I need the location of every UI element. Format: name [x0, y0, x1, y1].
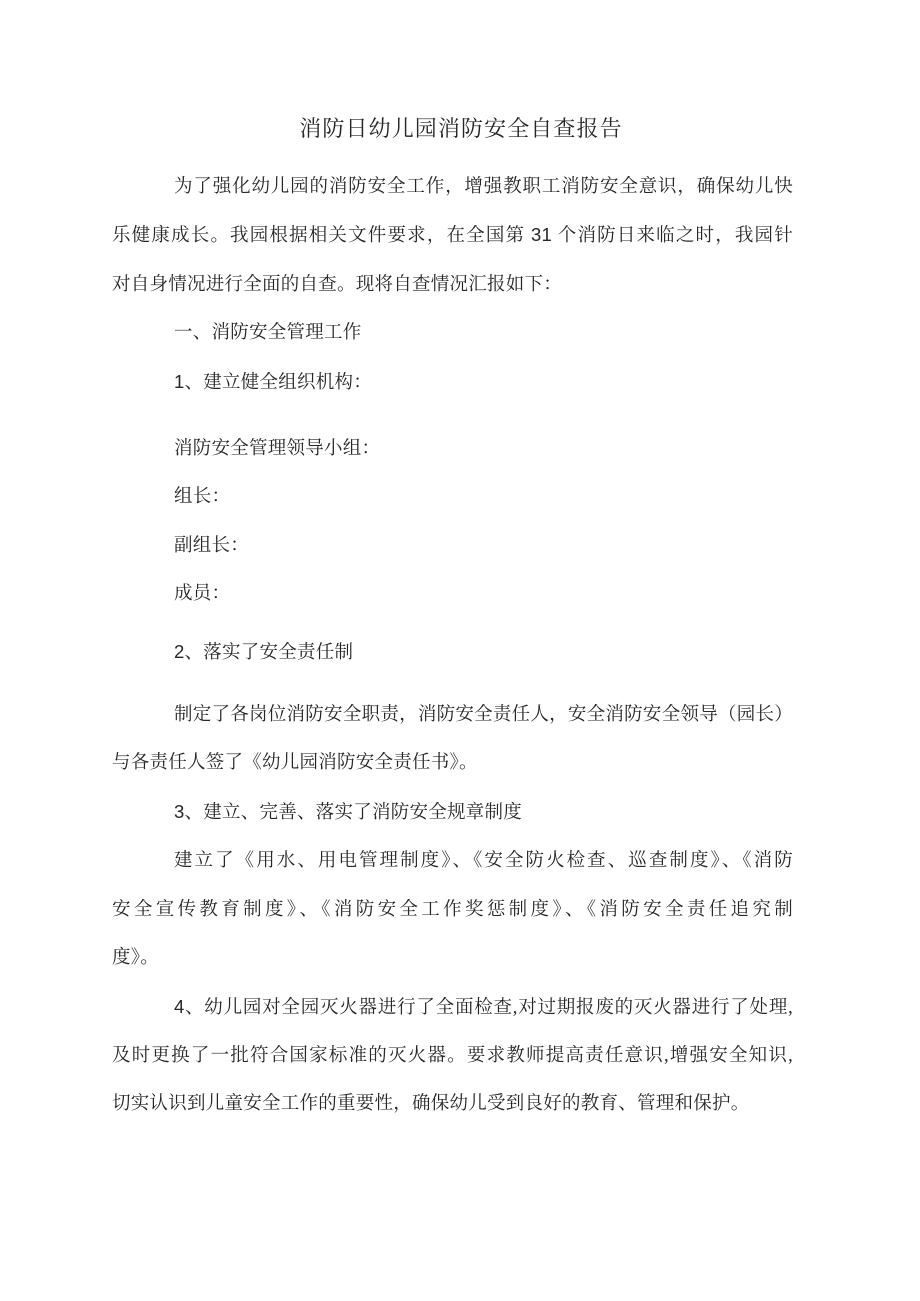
item-3-text: 、建立、完善、落实了消防安全规章制度 [184, 802, 523, 823]
document-title: 消防日幼儿园消防安全自查报告 [299, 116, 623, 141]
rules-line-1: 建立了《用水、用电管理制度》、《安全防火检查、巡查制度》、《消防 [174, 851, 793, 872]
item-4-text: 、幼儿园对全园灭火器进行了全面检查,对过期报废的灭火器进行了处理, [184, 997, 793, 1018]
item-1-text: 、建立健全组织机构： [184, 372, 373, 393]
section-1-heading: 一、消防安全管理工作 [174, 323, 362, 344]
intro-line-2 [112, 211, 793, 260]
item-2-text: 、落实了安全责任制 [184, 642, 354, 663]
members-label: 成员： [174, 584, 231, 605]
rules-line-3: 度》。 [112, 948, 160, 969]
extinguisher-line-2: 及时更换了一批符合国家标准的灭火器。要求教师提高责任意识,增强安全知识, [112, 1045, 793, 1066]
item-1-number: 1 [174, 370, 185, 392]
responsibility-line-2: 与各责任人签了《幼儿园消防安全责任书》。 [112, 753, 478, 774]
item-3-number: 3 [174, 800, 185, 822]
intro-line-2-post: 个消防日来临之时，我园针 [551, 226, 793, 247]
item-3-heading [112, 788, 793, 837]
fire-day-number: 31 [531, 224, 552, 246]
leading-group-label: 消防安全管理领导小组： [174, 439, 381, 460]
rules-line-2: 安全宣传教育制度》、《消防安全工作奖惩制度》、《消防安全责任追究制 [112, 899, 793, 920]
item-2-number: 2 [174, 640, 185, 662]
item-4-number: 4 [174, 995, 185, 1017]
intro-line-3: 对自身情况进行全面的自查。现将自查情况汇报如下： [112, 274, 563, 295]
responsibility-line-1: 制定了各岗位消防安全职责，消防安全责任人，安全消防安全领导（园长） [174, 705, 793, 726]
item-1-heading [112, 358, 793, 407]
extinguisher-line-3: 切实认识到儿童安全工作的重要性，确保幼儿受到良好的教育、管理和保护。 [112, 1094, 750, 1115]
item-2-heading [112, 628, 793, 677]
item-4-heading [112, 983, 793, 1032]
deputy-leader-label: 副组长： [174, 535, 250, 556]
intro-line-1: 为了强化幼儿园的消防安全工作，增强教职工消防安全意识，确保幼儿快 [174, 177, 793, 197]
intro-line-2-pre: 乐健康成长。我园根据相关文件要求，在全国第 [112, 226, 531, 247]
group-leader-label: 组长： [174, 487, 231, 508]
